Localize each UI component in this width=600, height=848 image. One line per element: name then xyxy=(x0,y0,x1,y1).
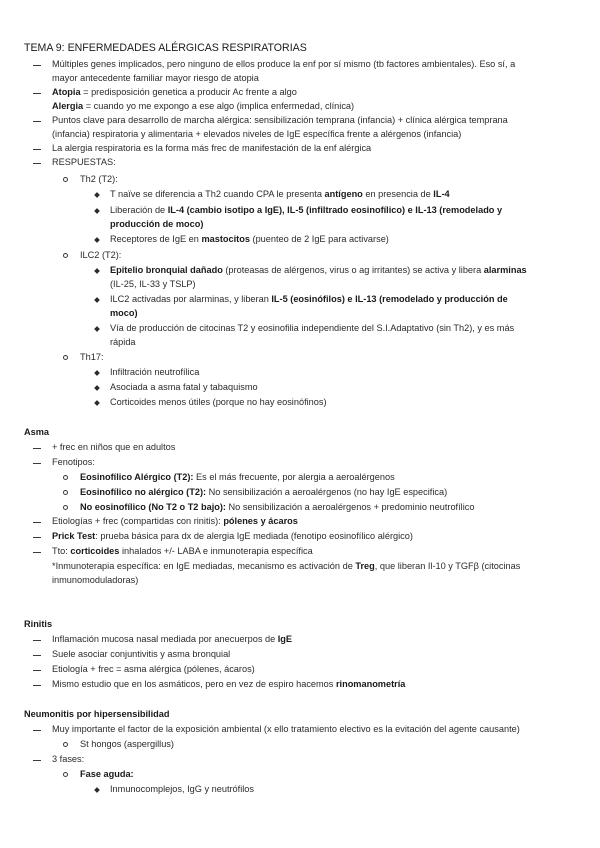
dash-bullet xyxy=(33,640,41,641)
th2-item: Liberación de IL-4 (cambio isotipo a IgE), IL-5 (infiltrado eosinofílico) e IL-13 (remodelado y xyxy=(110,205,503,215)
neumonitis-item: Muy importante el factor de la exposición ambiental (x ello tratamiento electivo es la evitación del agente causante) xyxy=(52,724,520,734)
diamond-bullet xyxy=(94,192,100,198)
diamond-bullet xyxy=(94,268,100,274)
ilc2-item: Epitelio bronquial dañado (proteasas de alérgenos, virus o ag irritantes) se activa y libera alarminas xyxy=(110,265,527,275)
ilc2-label: ILC2 (T2): xyxy=(80,250,122,260)
ilc2-item-cont: (IL-25, IL-33 y TSLP) xyxy=(110,279,196,289)
asma-item: Prick Test: prueba básica para dx de alergia IgE mediada (fenotipo eosinofílico alérgico) xyxy=(52,531,413,541)
th17-label: Th17: xyxy=(80,352,104,362)
rinitis-item: Etiología + frec = asma alérgica (pólenes, ácaros) xyxy=(52,664,255,674)
circle-bullet xyxy=(63,253,68,258)
intro-line: Múltiples genes implicados, pero ninguno de ellos produce la enf por sí mismo (tb factores ambientales). Eso sí, a xyxy=(52,59,516,69)
page-title: TEMA 9: ENFERMEDADES ALÉRGICAS RESPIRATORIAS xyxy=(24,42,307,54)
respuestas-line: RESPUESTAS: xyxy=(52,157,116,167)
dash-bullet xyxy=(33,121,41,122)
dash-bullet xyxy=(33,655,41,656)
circle-bullet xyxy=(63,475,68,480)
rinitis-item: Inflamación mucosa nasal mediada por anecuerpos de IgE xyxy=(52,634,293,644)
dash-bullet xyxy=(33,163,41,164)
dash-bullet xyxy=(33,448,41,449)
ilc2-item-cont: moco) xyxy=(110,308,138,318)
atopia-definition xyxy=(52,87,297,98)
dash-bullet xyxy=(33,65,41,66)
fenotipo-item: Eosinofílico no alérgico (T2): No sensibilización a aeroalérgenos (no hay IgE especifica) xyxy=(80,487,448,497)
dash-bullet xyxy=(33,670,41,671)
circle-bullet xyxy=(63,742,68,747)
fase-label: Fase aguda: xyxy=(80,769,134,779)
circle-bullet xyxy=(63,177,68,182)
asma-item: Tto: corticoides inhalados +/- LABA e inmunoterapia específica xyxy=(52,546,313,556)
neumonitis-heading: Neumonitis por hipersensibilidad xyxy=(24,709,170,719)
diamond-bullet xyxy=(94,385,100,391)
th17-item: Corticoides menos útiles (porque no hay eosinófinos) xyxy=(110,397,327,407)
dash-bullet xyxy=(33,537,41,538)
ilc2-item: ILC2 activadas por alarminas, y liberan IL-5 (eosinófilos) e IL-13 (remodelado y producción de xyxy=(110,294,508,304)
fenotipo-item: No eosinofílico (No T2 o T2 bajo): No sensibilización a aeroalérgenos + predominio neutrofílico xyxy=(80,502,475,512)
th2-label: Th2 (T2): xyxy=(80,174,118,184)
intro-line: mayor antecedente familiar mayor riesgo de atopia xyxy=(52,73,259,83)
diamond-bullet xyxy=(94,326,100,332)
dash-bullet xyxy=(33,552,41,553)
rinitis-item: Mismo estudio que en los asmáticos, pero en vez de espiro hacemos rinomanometría xyxy=(52,679,406,689)
diamond-bullet xyxy=(94,787,100,793)
asma-item: Etiologías + frec (compartidas con rinitis): pólenes y ácaros xyxy=(52,516,298,526)
alergia-term: Alergia xyxy=(52,101,84,111)
frecuente-line: La alergia respiratoria es la forma más frec de manifestación de la enf alérgica xyxy=(52,143,372,153)
th17-item: Asociada a asma fatal y tabaquismo xyxy=(110,382,258,392)
th2-item-cont: producción de moco) xyxy=(110,219,204,229)
ilc2-item-cont: rápida xyxy=(110,337,136,347)
asma-item: + frec en niños que en adultos xyxy=(52,442,176,452)
diamond-bullet xyxy=(94,297,100,303)
asma-note-cont: inmunomoduladoras) xyxy=(52,575,139,585)
diamond-bullet xyxy=(94,208,100,214)
asma-heading: Asma xyxy=(24,427,50,437)
th2-item: Receptores de IgE en mastocitos (puenteo de 2 IgE para activarse) xyxy=(110,234,389,244)
alergia-definition xyxy=(52,101,354,112)
diamond-bullet xyxy=(94,370,100,376)
asma-item: Fenotipos: xyxy=(52,457,95,467)
th2-item: T naïve se diferencia a Th2 cuando CPA le presenta antígeno en presencia de IL-4 xyxy=(110,189,450,199)
circle-bullet xyxy=(63,355,68,360)
dash-bullet xyxy=(33,149,41,150)
circle-bullet xyxy=(63,505,68,510)
rinitis-heading: Rinitis xyxy=(24,619,53,629)
rinitis-item: Suele asociar conjuntivitis y asma bronquial xyxy=(52,649,231,659)
fenotipo-item: Eosinofílico Alérgico (T2): Es el más frecuente, por alergia a aeroalérgenos xyxy=(80,472,395,482)
dash-bullet xyxy=(33,463,41,464)
dash-bullet xyxy=(33,93,41,94)
dash-bullet xyxy=(33,760,41,761)
neumonitis-item: 3 fases: xyxy=(52,754,85,764)
fase-item: Inmunocomplejos, IgG y neutrófilos xyxy=(110,784,255,794)
alergia-text: = cuando yo me expongo a ese algo (implica enfermedad, clínica) xyxy=(83,101,355,111)
puntos-line: Puntos clave para desarrollo de marcha alérgica: sensibilización temprana (infancia) + clínica alérgica temprana xyxy=(52,115,508,125)
asma-note: *Inmunoterapia específica: en IgE mediadas, mecanismo es activación de Treg, que liberan Il-10 y TGFβ (citocinas xyxy=(52,561,521,571)
th17-item: Infiltración neutrofílica xyxy=(110,367,200,377)
neumonitis-subitem: St hongos (aspergillus) xyxy=(80,739,174,749)
puntos-line: (infancia) respiratoria y alimentaria + elevados niveles de IgE específica frente a alérgenos (infancia) xyxy=(52,129,462,139)
dash-bullet xyxy=(33,522,41,523)
circle-bullet xyxy=(63,490,68,495)
ilc2-item: Vía de producción de citocinas T2 y eosinofilia independiente del S.I.Adaptativo (sin Th2), y es más xyxy=(110,323,515,333)
circle-bullet xyxy=(63,772,68,777)
diamond-bullet xyxy=(94,237,100,243)
atopia-term: Atopia xyxy=(52,87,81,97)
diamond-bullet xyxy=(94,400,100,406)
atopia-text: = predisposición genetica a producir Ac frente a algo xyxy=(80,87,297,97)
dash-bullet xyxy=(33,730,41,731)
dash-bullet xyxy=(33,685,41,686)
